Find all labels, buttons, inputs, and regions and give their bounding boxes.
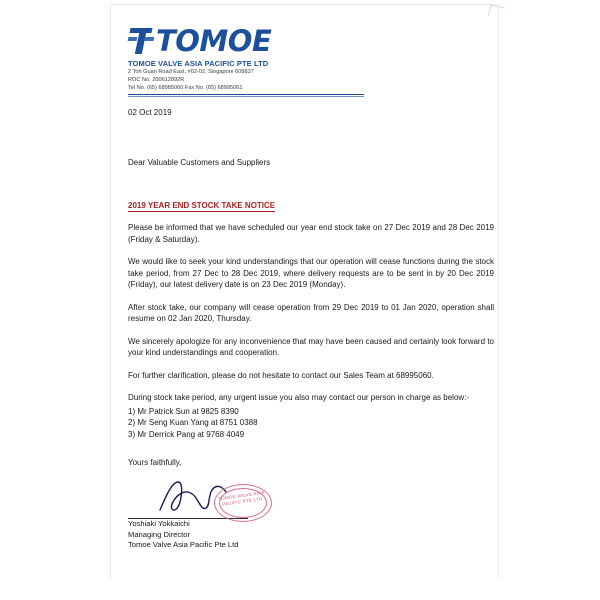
stamp-text: TOMOE VALVE ASIA PACIFIC PTE LTD [218,489,265,507]
letterhead-divider [128,94,364,95]
scan-edge-left [110,4,111,579]
company-stamp [214,484,272,522]
letter-body [128,222,494,440]
paragraph-4: We sincerely apologize for any inconvenience that may have been caused and certainly look forward to your kind understandings and cooperation. [128,336,494,357]
address-line-3: Tel No. (65) 68985060 Fax No. (65) 68995061 [128,85,243,91]
paragraph-2: We would like to seek your kind understandings that our operation will cease functions during the stock take period, from 27 Dec to 28 Dec 2019, where delivery requests are to be sent in by 20 Dec 2019 (Friday), our latest delivery date is on 23 Dec 2019 (Monday). [128,257,494,289]
subject-heading: 2019 YEAR END STOCK TAKE NOTICE [128,201,276,210]
scan-corner-mark [488,5,505,19]
signatory-title: Managing Director [128,529,191,539]
contact-intro: During stock take period, any urgent issue you also may contact our person in charge as below:- [128,393,470,402]
signature-block [128,519,238,551]
scan-edge-top [110,4,500,5]
signatory-name: Yoshiaki Yokkaichi [128,519,190,528]
address-line-1: 2 Toh Guan Road East, #02-02, Singapore 608837 [128,69,254,75]
signoff: Yours faithfully, [128,458,182,467]
paragraph-3: After stock take, our company will cease operation from 29 Dec 2019 to 01 Jan 2020, operation shall resume on 02 Jan 2020, Thursday. [128,302,494,323]
list-item: 3) Mr Derrick Pang at 9768 4049 [128,429,245,439]
letterhead-divider-secondary [128,96,364,97]
company-name: TOMOE VALVE ASIA PACIFIC PTE LTD [128,59,269,68]
list-item: 1) Mr Patrick Sun at 9825 8390 [128,406,239,416]
logo-wordmark: TOMOE [156,24,272,58]
tomoe-logo-mark-icon [128,26,154,56]
address-line-2: ROC No. 200612892R [128,77,185,83]
letter-date: 02 Oct 2019 [128,108,172,117]
logo-row [128,26,378,56]
paragraph-1: Please be informed that we have scheduled our year end stock take on 27 Dec 2019 and 28 Dec 2019 (Friday & Saturday). [128,223,494,244]
letterhead [128,26,378,97]
paragraph-5: For further clarification, please do not hesitate to contact our Sales Team at 68995060. [128,370,434,380]
contact-list [128,406,494,441]
list-item: 2) Mr Seng Kuan Yang at 8751 0388 [128,418,258,427]
salutation: Dear Valuable Customers and Suppliers [128,158,271,167]
signatory-company: Tomoe Valve Asia Pacific Pte Ltd [128,540,239,549]
scan-edge-right [498,4,499,579]
